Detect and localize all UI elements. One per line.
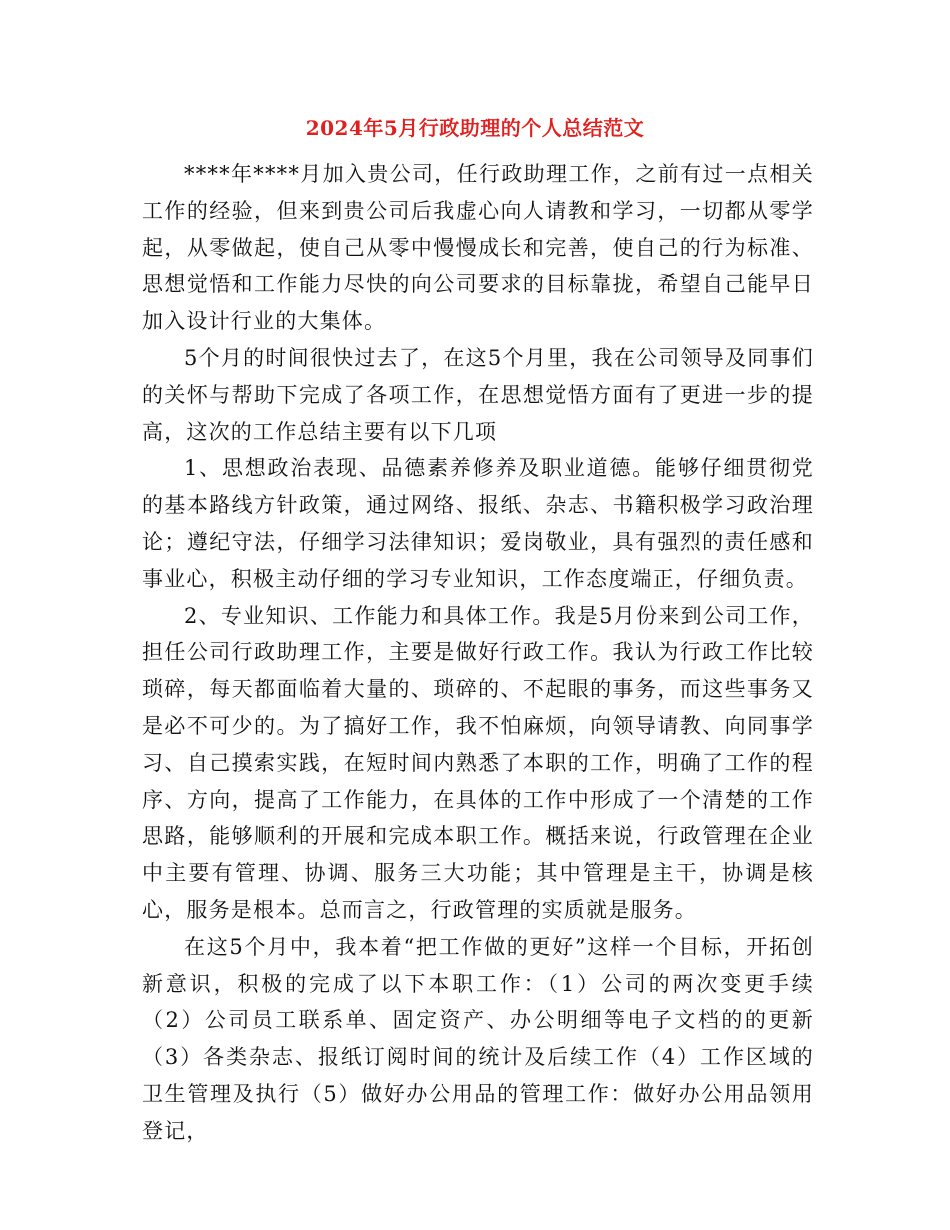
paragraph-1: ****年****月加入贵公司，任行政助理工作，之前有过一点相关工作的经验，但来到贵公司后我虚心向人请教和学习，一切都从零学起，从零做起，使自己从零中慢慢成长和完善，使自己的行为标准、思想觉悟和工作能力尽快的向公司要求的目标靠拢，希望自己能早日加入设计行业的大集体。 <box>142 162 814 334</box>
document-body <box>142 156 814 1150</box>
paragraph-3: 1、思想政治表现、品德素养修养及职业道德。能够仔细贯彻党的基本路线方针政策，通过网络、报纸、杂志、书籍积极学习政治理论；遵纪守法，仔细学习法律知识；爱岗敬业，具有强烈的责任感和事业心，积极主动仔细的学习专业知识，工作态度端正，仔细负责。 <box>142 456 814 591</box>
paragraph-4: 2、专业知识、工作能力和具体工作。我是5月份来到公司工作，担任公司行政助理工作，主要是做好行政工作。我认为行政工作比较琐碎，每天都面临着大量的、琐碎的、不起眼的事务，而这些事务又是必不可少的。为了搞好工作，我不怕麻烦，向领导请教、向同事学习、自己摸索实践，在短时间内熟悉了本职的工作，明确了工作的程序、方向，提高了工作能力，在具体的工作中形成了一个清楚的工作思路，能够顺利的开展和完成本职工作。概括来说，行政管理在企业中主要有管理、协调、服务三大功能；其中管理是主干，协调是核心，服务是根本。总而言之，行政管理的实质就是服务。 <box>142 603 814 922</box>
document-title: 2024年5月行政助理的个人总结范文 <box>305 116 645 140</box>
paragraph-5: 在这5个月中，我本着“把工作做的更好”这样一个目标，开拓创新意识，积极的完成了以下本职工作：（1）公司的两次变更手续（2）公司员工联系单、固定资产、办公明细等电子文档的的更新（3）各类杂志、报纸订阅时间的统计及后续工作（4）工作区域的卫生管理及执行（5）做好办公用品的管理工作：做好办公用品领用登记， <box>142 934 814 1143</box>
paragraph-2: 5个月的时间很快过去了，在这5个月里，我在公司领导及同事们的关怀与帮助下完成了各项工作，在思想觉悟方面有了更进一步的提高，这次的工作总结主要有以下几项 <box>142 345 814 444</box>
